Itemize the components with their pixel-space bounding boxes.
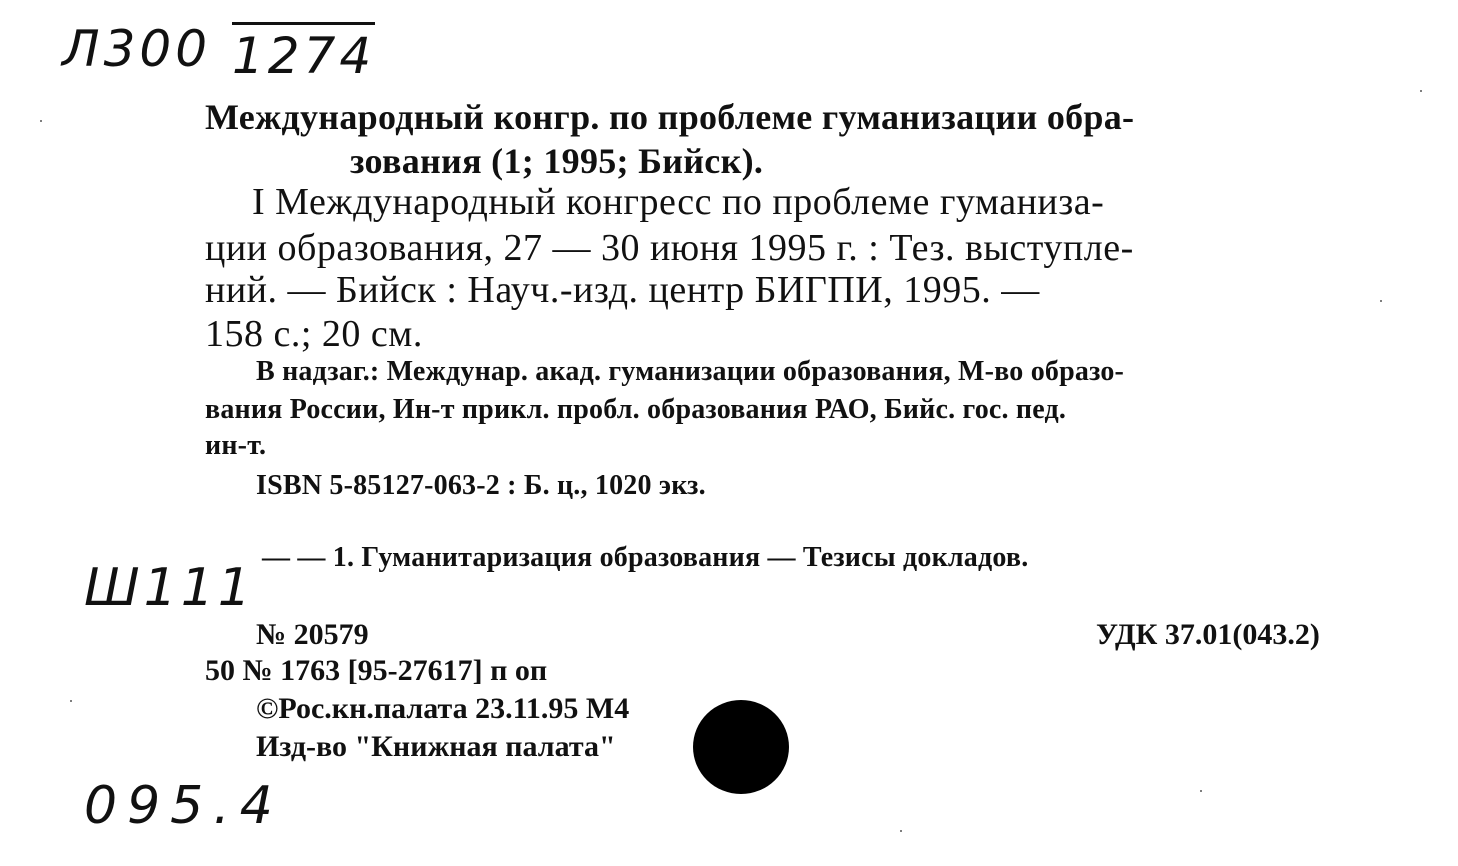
handwritten-top-code: Л300: [62, 20, 212, 78]
scan-speck: [900, 830, 902, 832]
copyright-line: ©Рос.кн.палата 23.11.95 М4: [256, 692, 630, 725]
subject-line: — — 1. Гуманитаризация образования — Тезисы докладов.: [262, 542, 1029, 573]
note-line-2: вания России, Ин-т прикл. пробл. образования РАО, Бийс. гос. пед.: [205, 394, 1067, 425]
scan-speck: [40, 120, 42, 122]
title-line-4: 158 с.; 20 см.: [205, 313, 423, 355]
handwritten-top-number: 1274: [232, 22, 375, 85]
title-line-2: ции образования, 27 — 30 июня 1995 г. : Тез. выступле-: [205, 227, 1134, 269]
register-line: 50 № 1763 [95-27617] п оп: [205, 654, 548, 687]
udk-code: УДК 37.01(043.2): [1096, 618, 1320, 651]
ink-blot: [693, 700, 789, 794]
scan-speck: [1200, 790, 1202, 792]
publisher-line: Изд-во "Книжная палата": [256, 730, 616, 763]
entry-heading-line-2: зования (1; 1995; Бийск).: [350, 141, 764, 181]
handwritten-bottom-code: 095.4: [84, 776, 283, 836]
handwritten-side-code: Ш111: [84, 558, 255, 618]
scan-speck: [1380, 300, 1382, 302]
title-line-1: I Международный конгресс по проблеме гуманиза-: [252, 181, 1105, 223]
isbn-line: ISBN 5-85127-063-2 : Б. ц., 1020 экз.: [256, 470, 706, 501]
card-number: № 20579: [256, 618, 369, 651]
note-line-1: В надзаг.: Междунар. акад. гуманизации образования, М-во образо-: [256, 356, 1125, 387]
scan-speck: [1420, 90, 1422, 92]
note-line-3: ин-т.: [205, 430, 267, 461]
entry-heading-line-1: Международный конгр. по проблеме гуманизации обра-: [205, 97, 1135, 137]
title-line-3: ний. — Бийск : Науч.-изд. центр БИГПИ, 1995. —: [205, 269, 1040, 311]
scan-speck: [70, 700, 72, 702]
